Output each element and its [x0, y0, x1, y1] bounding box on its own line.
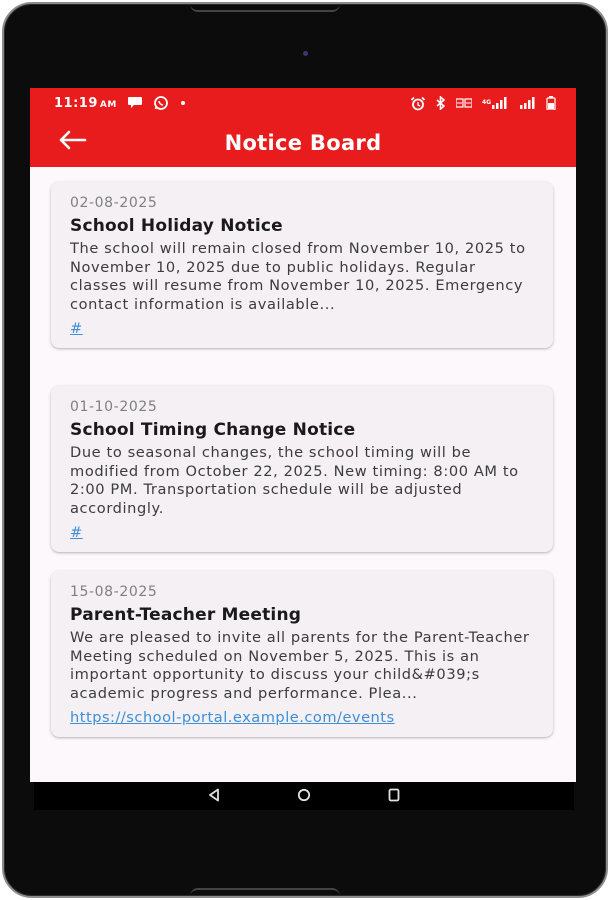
notice-date: 15-08-2025: [70, 584, 158, 600]
signal-icon-2: [520, 97, 536, 109]
notice-link[interactable]: https://school-portal.example.com/events: [70, 709, 395, 727]
frame-notch-bottom: [190, 888, 340, 896]
nav-recents-button[interactable]: [386, 788, 402, 804]
notice-link[interactable]: #: [70, 524, 83, 542]
notice-title: Parent-Teacher Meeting: [70, 605, 302, 625]
home-circle-icon: [297, 787, 311, 806]
back-button[interactable]: [56, 128, 88, 156]
status-bar: [30, 88, 576, 118]
notice-date: 02-08-2025: [70, 195, 158, 211]
notice-body: Due to seasonal changes, the school timing will be modified from October 22, 2025. New timing: 8:00 AM to 2:00 PM. Transportation schedule will be adjusted accordingly.: [70, 444, 519, 517]
nav-home-button[interactable]: [296, 788, 312, 804]
recents-square-icon: [388, 787, 400, 806]
bluetooth-icon: [436, 96, 446, 110]
volte-icon: [456, 98, 472, 108]
notice-body: The school will remain closed from November 10, 2025 to November 10, 2025 due to public holidays. Regular classes will resume from November 10, 2025. Emergency contact information is available...: [70, 240, 526, 313]
signal-icon: [482, 97, 510, 109]
notice-card[interactable]: [51, 571, 553, 737]
nav-back-button[interactable]: [206, 788, 222, 804]
app-bar: [30, 118, 576, 167]
notice-list: [30, 167, 576, 782]
frame-notch-top: [190, 4, 340, 12]
message-icon: [127, 96, 143, 110]
status-time: 11:19 AM: [54, 95, 117, 111]
notice-body: We are pleased to invite all parents for the Parent-Teacher Meeting scheduled on November 5, 2025. This is an important opportunity to discuss your child&#039;s academic progress and performance. Plea...: [70, 629, 530, 702]
notice-card[interactable]: [51, 182, 553, 348]
whatsapp-icon: [153, 95, 169, 111]
dot-icon: [179, 99, 187, 107]
app-screen: [30, 88, 576, 782]
navigation-bar: [34, 782, 574, 810]
page-title: Notice Board: [224, 130, 382, 155]
notice-title: School Timing Change Notice: [70, 420, 356, 440]
notice-card[interactable]: [51, 386, 553, 552]
back-triangle-icon: [208, 787, 220, 806]
svg-text:4G: 4G: [482, 99, 492, 106]
arrow-left-icon: [57, 129, 87, 155]
notice-title: School Holiday Notice: [70, 216, 283, 236]
notice-date: 01-10-2025: [70, 399, 158, 415]
front-camera: [303, 51, 308, 56]
notice-link[interactable]: #: [70, 320, 83, 338]
battery-icon: [546, 96, 556, 110]
alarm-icon: [410, 96, 426, 111]
